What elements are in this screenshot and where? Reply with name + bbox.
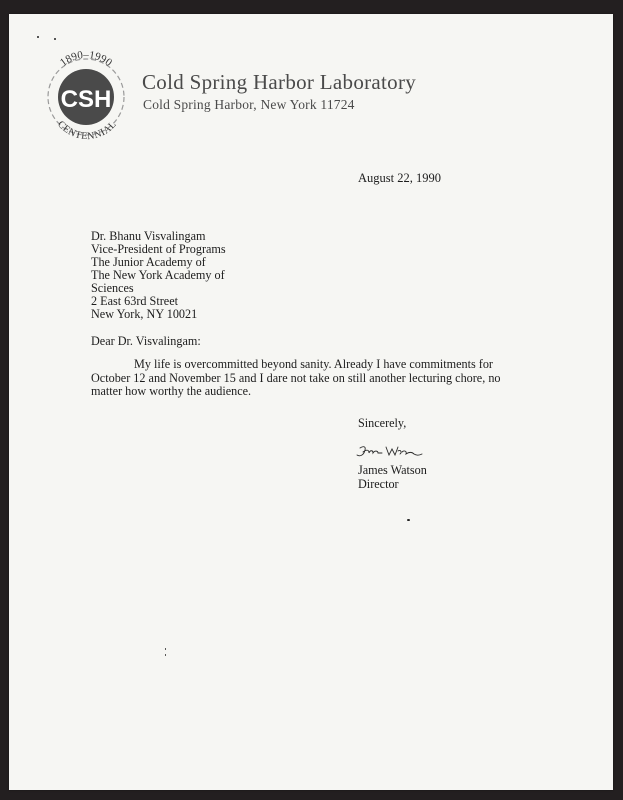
dust-speck bbox=[54, 38, 56, 40]
letter-page bbox=[9, 14, 613, 790]
signer-name: James Watson bbox=[358, 463, 427, 477]
dust-speck bbox=[165, 648, 166, 650]
recipient-line: The New York Academy of bbox=[91, 268, 225, 282]
recipient-address-block bbox=[91, 230, 226, 321]
dust-speck bbox=[165, 654, 166, 656]
body-line: matter how worthy the audience. bbox=[91, 384, 252, 399]
recipient-line: Dr. Bhanu Visvalingam bbox=[91, 229, 206, 243]
svg-text:CSH: CSH bbox=[60, 86, 112, 113]
letter-date: August 22, 1990 bbox=[358, 171, 441, 185]
closing: Sincerely, bbox=[358, 416, 407, 430]
signer-title: Director bbox=[358, 476, 399, 491]
svg-text:1890–1990: 1890–1990 bbox=[57, 49, 115, 69]
recipient-line: New York, NY 10021 bbox=[91, 307, 198, 321]
salutation: Dear Dr. Visvalingam: bbox=[91, 334, 201, 348]
body-line: My life is overcommitted beyond sanity. Already I have commitments for bbox=[134, 357, 493, 371]
recipient-line: Sciences bbox=[91, 281, 134, 295]
signature-block bbox=[358, 464, 427, 491]
dust-speck bbox=[37, 36, 39, 38]
recipient-line: Vice-President of Programs bbox=[91, 242, 226, 256]
svg-text:CENTENNIAL: CENTENNIAL bbox=[55, 118, 119, 143]
letter-body bbox=[91, 358, 551, 399]
organization-name: Cold Spring Harbor Laboratory bbox=[142, 70, 417, 94]
recipient-line: 2 East 63rd Street bbox=[91, 294, 178, 308]
organization-address: Cold Spring Harbor, New York 11724 bbox=[143, 97, 355, 112]
body-line: October 12 and November 15 and I dare not take on still another lecturing chore, no bbox=[91, 370, 501, 385]
dust-speck bbox=[407, 519, 410, 521]
recipient-line: The Junior Academy of bbox=[91, 255, 206, 269]
csh-centennial-seal-logo bbox=[38, 48, 134, 144]
